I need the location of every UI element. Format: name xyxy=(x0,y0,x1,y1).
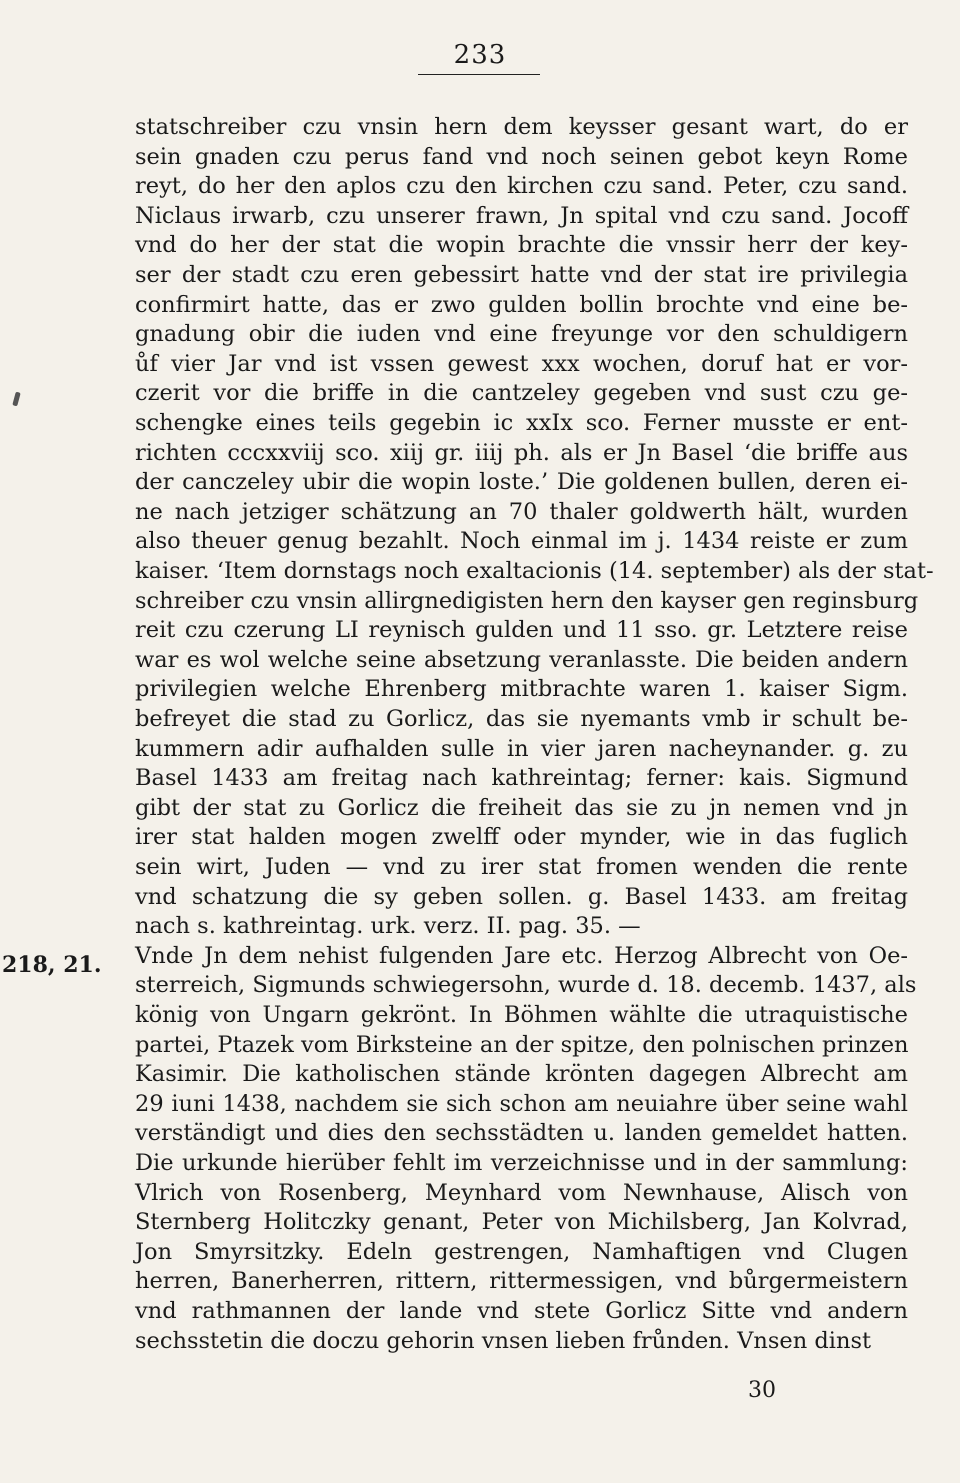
text-line: reyt, do her den aplos czu den kirchen czu sand. Peter, czu sand. xyxy=(135,173,908,200)
text-line: schengke eines teils gegebin ic xxIx sco. Ferner musste er ent- xyxy=(135,410,908,436)
text-line: statschreiber czu vnsin hern dem keysser gesant wart, do er xyxy=(135,114,908,140)
text-line: Vlrich von Rosenberg, Meynhard vom Newnhause, Alisch von xyxy=(135,1179,908,1206)
text-line: privilegien welche Ehrenberg mitbrachte waren 1. kaiser Sigm. xyxy=(135,676,908,703)
text-line: partei, Ptazek vom Birksteine an der spitze, den polnischen prinzen xyxy=(135,1031,909,1058)
text-line: Sternberg Holitczky genant, Peter von Michilsberg, Jan Kolvrad, xyxy=(135,1209,908,1236)
text-line: sterreich, Sigmunds schwiegersohn, wurde d. 18. decemb. 1437, als xyxy=(135,972,917,999)
signature-mark: 30 xyxy=(748,1378,776,1403)
text-line: vnd do her der stat die wopin brachte die vnssir herr der key- xyxy=(135,232,908,259)
text-line: vnd schatzung die sy geben sollen. g. Basel 1433. am freitag xyxy=(135,883,908,910)
text-line: war es wol welche seine absetzung veranlasste. Die beiden andern xyxy=(135,646,908,673)
text-line: irer stat halden mogen zwelff oder mynder, wie in das fuglich xyxy=(135,824,908,851)
text-line: ůf vier Jar vnd ist vssen gewest xxx wochen, doruf hat er vor- xyxy=(135,350,908,377)
text-line: Basel 1433 am freitag nach kathreintag; ferner: kais. Sigmund xyxy=(135,765,908,792)
text-line: reit czu czerung LI reynisch gulden und 11 sso. gr. Letztere reise xyxy=(135,617,908,644)
text-line: confirmirt hatte, das er zwo gulden bollin brochte vnd eine be- xyxy=(135,291,908,318)
text-line: ser der stadt czu eren gebessirt hatte vnd der stat ire privilegia xyxy=(135,262,908,288)
page-number-rule xyxy=(418,74,540,75)
text-line: schreiber czu vnsin allirgnedigisten hern den kayser gen reginsburg xyxy=(135,587,919,614)
text-line: gibt der stat zu Gorlicz die freiheit das sie zu jn nemen vnd jn xyxy=(135,794,908,821)
marginal-note: 218, 21. xyxy=(2,952,102,978)
text-line: der canczeley ubir die wopin loste.’ Die goldenen bullen, deren ei- xyxy=(135,469,908,496)
text-line: kaiser. ‘Item dornstags noch exaltacionis (14. september) als der stat- xyxy=(135,558,934,584)
text-line: nach s. kathreintag. urk. verz. II. pag. 35. — xyxy=(135,913,641,940)
text-line: Jon Smyrsitzky. Edeln gestrengen, Namhaftigen vnd Clugen xyxy=(135,1238,908,1265)
page-number: 233 xyxy=(453,40,507,70)
text-line: czerit vor die briffe in die cantzeley gegeben vnd sust czu ge- xyxy=(135,380,908,407)
text-line: kummern adir aufhalden sulle in vier jaren nacheynander. g. zu xyxy=(135,735,908,762)
text-line: Niclaus irwarb, czu unserer frawn, Jn spital vnd czu sand. Jocoff xyxy=(135,202,908,229)
text-line: könig von Ungarn gekrönt. In Böhmen wählte die utraquistische xyxy=(135,1002,908,1028)
text-line: 29 iuni 1438, nachdem sie sich schon am neuiahre über seine wahl xyxy=(135,1090,908,1117)
text-line: verständigt und dies den sechsstädten u. landen gemeldet hatten. xyxy=(135,1120,908,1147)
text-line: sein wirt, Juden — vnd zu irer stat fromen wenden die rente xyxy=(135,854,908,880)
text-line: gnadung obir die iuden vnd eine freyunge vor den schuldigern xyxy=(135,321,908,348)
text-line: herren, Banerherren, rittern, rittermessigen, vnd bůrgermeistern xyxy=(135,1268,908,1295)
text-line: ne nach jetziger schätzung an 70 thaler goldwerth hält, wurden xyxy=(135,498,908,525)
text-line: vnd rathmannen der lande vnd stete Gorlicz Sitte vnd andern xyxy=(135,1298,908,1324)
margin-mark xyxy=(12,392,20,407)
text-line: Vnde Jn dem nehist fulgenden Jare etc. Herzog Albrecht von Oe- xyxy=(135,942,908,969)
text-line: Kasimir. Die katholischen stände krönten dagegen Albrecht am xyxy=(135,1061,908,1088)
text-line: sechsstetin die doczu gehorin vnsen lieben frůnden. Vnsen dinst xyxy=(135,1327,872,1354)
text-line: sein gnaden czu perus fand vnd noch seinen gebot keyn Rome xyxy=(135,143,908,170)
text-line: befreyet die stad zu Gorlicz, das sie nyemants vmb ir schult be- xyxy=(135,706,908,732)
text-line: richten cccxxviij sco. xiij gr. iiij ph. als er Jn Basel ‘die briffe aus xyxy=(135,439,908,466)
text-line: Die urkunde hierüber fehlt im verzeichnisse und in der sammlung: xyxy=(135,1150,908,1176)
text-line: also theuer genug bezahlt. Noch einmal im j. 1434 reiste er zum xyxy=(135,528,908,555)
